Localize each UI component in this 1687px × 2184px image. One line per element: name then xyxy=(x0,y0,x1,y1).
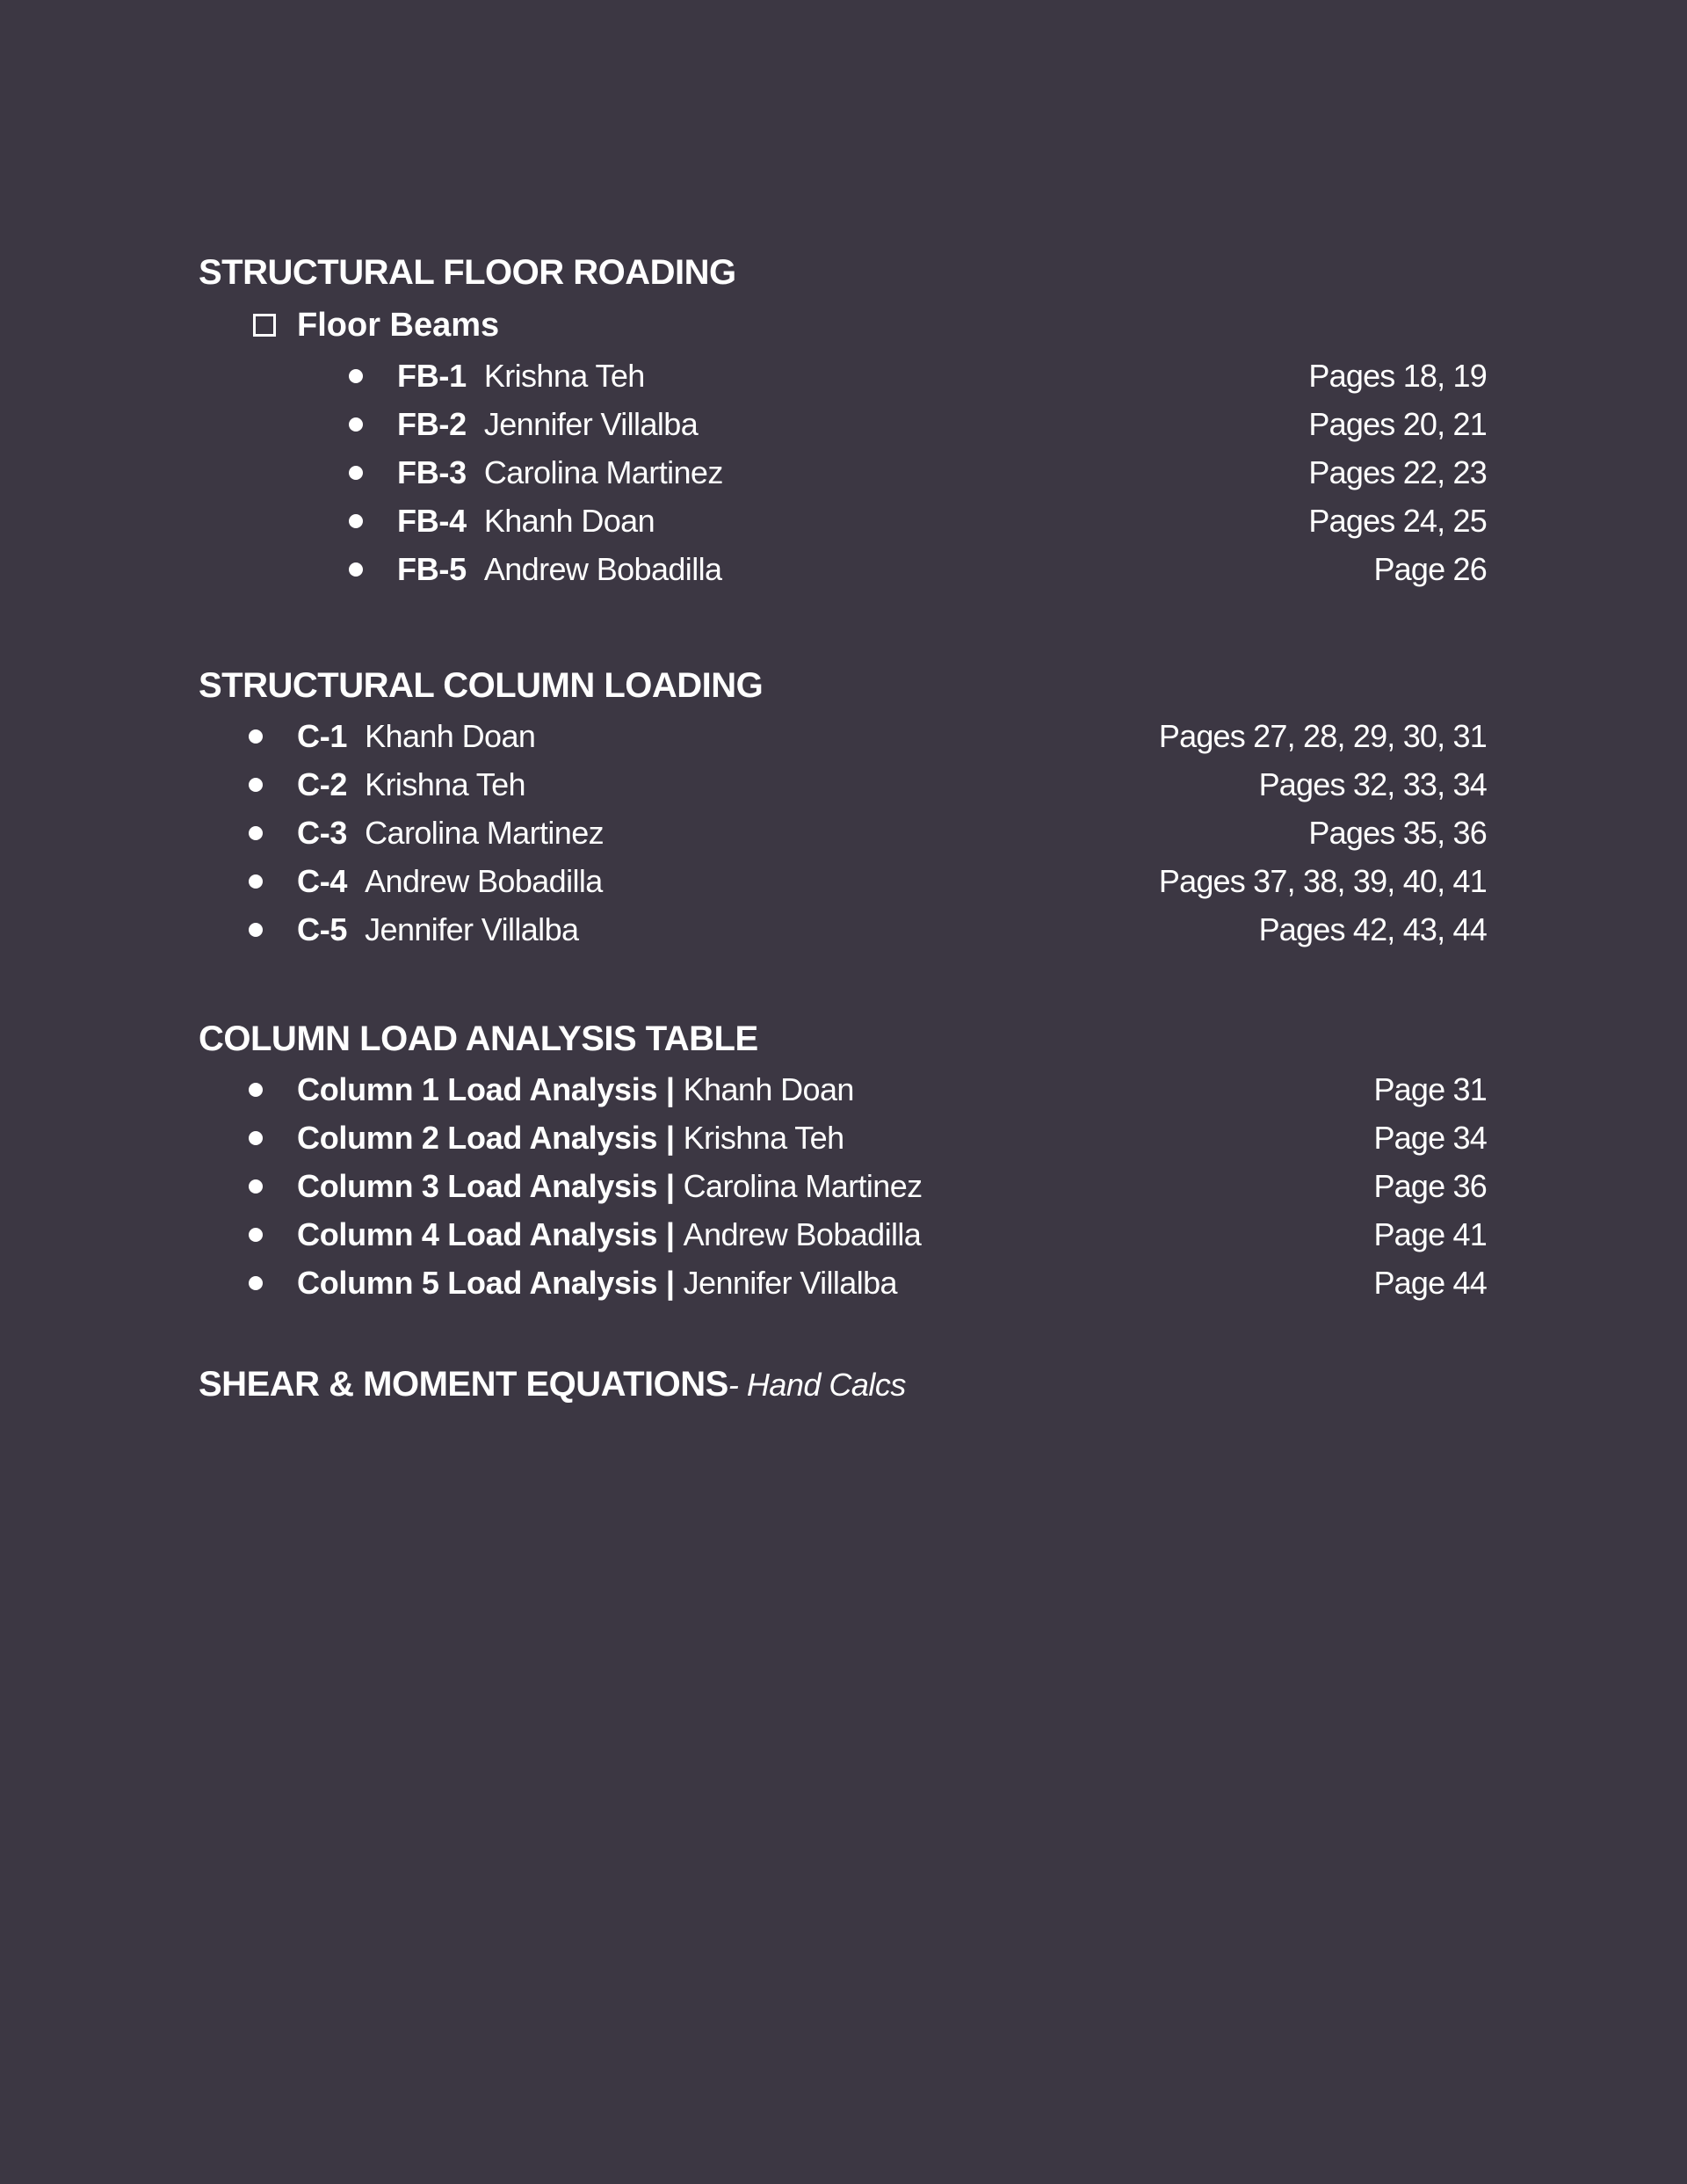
item-code: FB-5 xyxy=(397,551,467,587)
item-label xyxy=(297,857,603,905)
item-code: Column 4 Load Analysis | xyxy=(297,1216,675,1252)
item-label xyxy=(297,712,535,760)
item-label xyxy=(297,1162,923,1210)
item-code: Column 1 Load Analysis | xyxy=(297,1071,675,1107)
list-item[interactable] xyxy=(199,712,1487,760)
item-author: Carolina Martinez xyxy=(483,454,723,490)
item-label xyxy=(297,1065,854,1114)
item-code: C-2 xyxy=(297,766,348,802)
item-pages: Pages 37, 38, 39, 40, 41 xyxy=(1158,863,1487,899)
item-pages: Pages 42, 43, 44 xyxy=(1258,911,1487,947)
item-label xyxy=(397,545,721,593)
item-author: Andrew Bobadilla xyxy=(365,863,603,899)
item-label xyxy=(297,905,578,954)
list-item[interactable] xyxy=(199,1114,1487,1162)
list-item[interactable] xyxy=(199,760,1487,809)
item-code: FB-3 xyxy=(397,454,467,490)
item-author: Carolina Martinez xyxy=(683,1168,923,1204)
item-label xyxy=(397,497,655,545)
list-item[interactable] xyxy=(199,809,1487,857)
item-pages: Pages 20, 21 xyxy=(1308,406,1487,442)
section-heading-shear[interactable] xyxy=(199,1358,1487,1411)
section-floor-loading xyxy=(199,246,1487,593)
list-item[interactable] xyxy=(199,1259,1487,1307)
item-code: C-5 xyxy=(297,911,348,947)
item-code: FB-4 xyxy=(397,503,467,539)
bullet-icon xyxy=(249,1228,263,1242)
list-item[interactable] xyxy=(199,1210,1487,1259)
item-author: Jennifer Villalba xyxy=(683,1265,897,1301)
bullet-icon xyxy=(349,417,363,432)
item-author: Khanh Doan xyxy=(365,718,536,754)
shear-heading-text: SHEAR & MOMENT EQUATIONS xyxy=(199,1365,728,1404)
bullet-icon xyxy=(349,514,363,528)
item-pages: Pages 32, 33, 34 xyxy=(1258,766,1487,802)
shear-note: - Hand Calcs xyxy=(728,1367,906,1403)
item-label xyxy=(297,1259,897,1307)
list-item[interactable] xyxy=(199,857,1487,905)
item-code: Column 2 Load Analysis | xyxy=(297,1120,675,1156)
floor-beams-heading[interactable] xyxy=(199,299,1487,352)
list-item[interactable] xyxy=(199,352,1487,400)
item-label xyxy=(397,400,698,448)
item-pages: Pages 22, 23 xyxy=(1308,454,1487,490)
list-item[interactable] xyxy=(199,497,1487,545)
item-pages: Pages 24, 25 xyxy=(1308,503,1487,539)
item-author: Khanh Doan xyxy=(683,1071,854,1107)
floor-beams-label: Floor Beams xyxy=(297,307,500,344)
bullet-icon xyxy=(249,1131,263,1145)
item-pages: Page 34 xyxy=(1373,1120,1487,1156)
section-heading-column[interactable]: STRUCTURAL COLUMN LOADING xyxy=(199,666,764,705)
bullet-icon xyxy=(249,778,263,792)
item-label xyxy=(297,1114,844,1162)
item-code: C-4 xyxy=(297,863,348,899)
list-item[interactable] xyxy=(199,1162,1487,1210)
item-pages: Page 41 xyxy=(1373,1216,1487,1252)
section-column-loading xyxy=(199,659,1487,954)
section-heading-table[interactable]: COLUMN LOAD ANALYSIS TABLE xyxy=(199,1019,758,1058)
item-author: Andrew Bobadilla xyxy=(683,1216,922,1252)
list-item[interactable] xyxy=(199,545,1487,593)
bullet-icon xyxy=(249,923,263,937)
item-label xyxy=(297,760,525,809)
bullet-icon xyxy=(249,1179,263,1194)
item-code: FB-2 xyxy=(397,406,467,442)
list-item[interactable] xyxy=(199,1065,1487,1114)
item-label xyxy=(297,809,604,857)
item-author: Andrew Bobadilla xyxy=(483,551,722,587)
item-pages: Pages 18, 19 xyxy=(1308,358,1487,394)
section-heading-floor[interactable]: STRUCTURAL FLOOR ROADING xyxy=(199,253,736,292)
list-item[interactable] xyxy=(199,905,1487,954)
item-code: C-3 xyxy=(297,815,348,851)
item-pages: Page 36 xyxy=(1373,1168,1487,1204)
bullet-icon xyxy=(249,729,263,744)
item-code: Column 3 Load Analysis | xyxy=(297,1168,675,1204)
item-label xyxy=(397,352,645,400)
list-item[interactable] xyxy=(199,400,1487,448)
checkbox-icon[interactable] xyxy=(253,314,276,337)
item-pages: Pages 27, 28, 29, 30, 31 xyxy=(1158,718,1487,754)
item-code: FB-1 xyxy=(397,358,467,394)
item-pages: Pages 35, 36 xyxy=(1308,815,1487,851)
item-code: C-1 xyxy=(297,718,348,754)
list-item[interactable] xyxy=(199,448,1487,497)
bullet-icon xyxy=(249,1276,263,1290)
item-pages: Page 44 xyxy=(1373,1265,1487,1301)
section-column-load-analysis xyxy=(199,1012,1487,1307)
bullet-icon xyxy=(249,826,263,840)
item-pages: Page 26 xyxy=(1373,551,1487,587)
item-author: Krishna Teh xyxy=(483,358,645,394)
section-shear-moment xyxy=(199,1358,1487,1411)
item-author: Jennifer Villalba xyxy=(483,406,699,442)
item-label xyxy=(297,1210,921,1259)
item-author: Carolina Martinez xyxy=(365,815,605,851)
item-label xyxy=(397,448,723,497)
item-author: Krishna Teh xyxy=(365,766,525,802)
item-author: Khanh Doan xyxy=(483,503,655,539)
item-author: Jennifer Villalba xyxy=(365,911,579,947)
bullet-icon xyxy=(349,369,363,383)
item-pages: Page 31 xyxy=(1373,1071,1487,1107)
bullet-icon xyxy=(349,562,363,577)
bullet-icon xyxy=(249,874,263,889)
bullet-icon xyxy=(349,466,363,480)
item-code: Column 5 Load Analysis | xyxy=(297,1265,675,1301)
bullet-icon xyxy=(249,1083,263,1097)
item-author: Krishna Teh xyxy=(683,1120,844,1156)
